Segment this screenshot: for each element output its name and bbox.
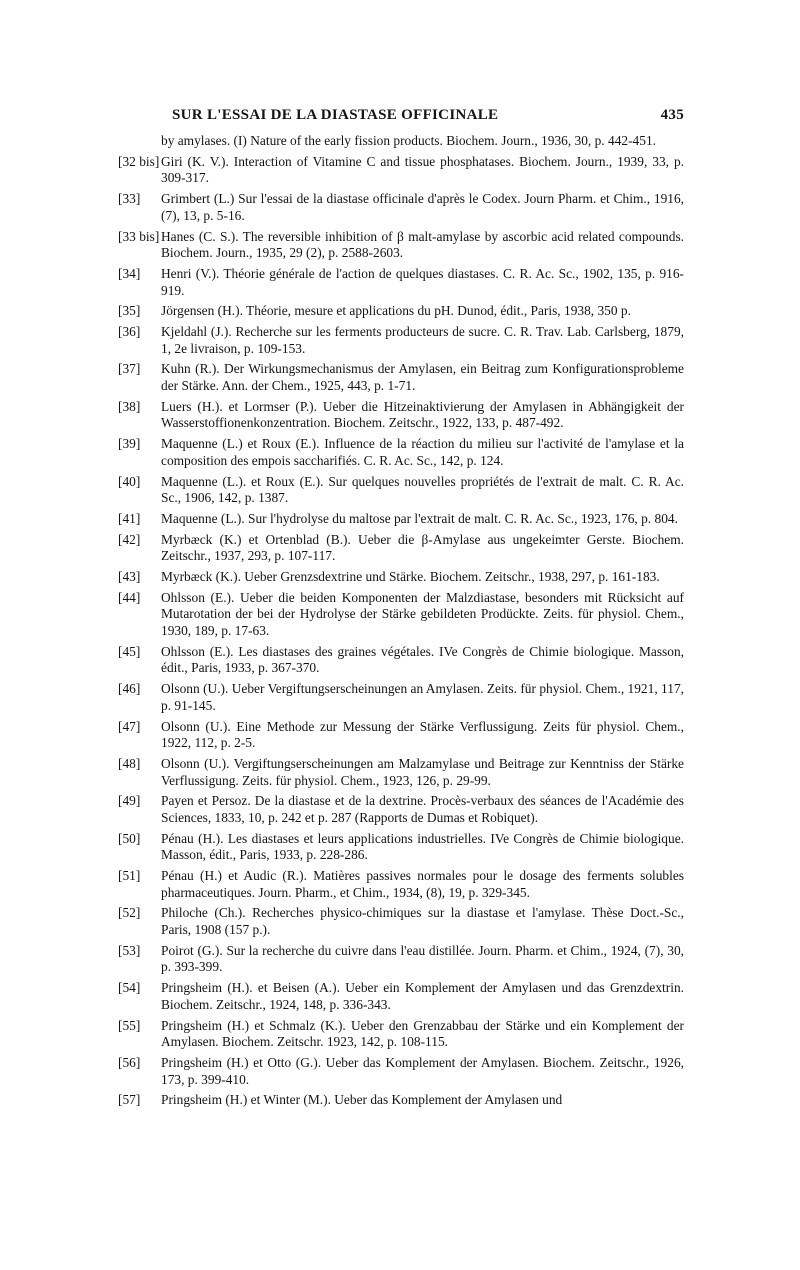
reference-text: Pringsheim (H.) et Otto (G.). Ueber das Komplement der Amylasen. Biochem. Zeitschr., 1926, 173, p. 399-410. xyxy=(161,1054,684,1087)
reference-text: Maquenne (L.). Sur l'hydrolyse du maltose par l'extrait de malt. C. R. Ac. Sc., 1923, 176, p. 804. xyxy=(161,510,678,526)
reference-text: Grimbert (L.) Sur l'essai de la diastase officinale d'après le Codex. Journ Pharm. et Chim., 1916, (7), 13, p. 5-16. xyxy=(161,191,684,223)
reference-entry xyxy=(118,399,684,432)
reference-number: [32 bis] xyxy=(118,153,160,169)
reference-text: Olsonn (U.). Eine Methode zur Messung der Stärke Verflussigung. Zeits für physiol. Chem., 1922, 112, p. 2-5. xyxy=(161,718,684,751)
reference-entry xyxy=(118,191,684,224)
reference-text: by amylases. (I) Nature of the early fission products. Biochem. Journ., 1936, 30, p. 442-451. xyxy=(161,133,656,148)
reference-entry xyxy=(118,793,684,826)
reference-number: [54] xyxy=(118,980,141,996)
reference-entry xyxy=(118,361,684,394)
reference-entry xyxy=(118,1055,684,1088)
reference-entry xyxy=(118,474,684,507)
reference-text: Pénau (H.). Les diastases et leurs applications industrielles. IVe Congrès de Chimie biologique. Masson, édit., Paris, 1933, p. 228-286. xyxy=(161,830,684,863)
reference-entry xyxy=(118,436,684,469)
reference-number: [47] xyxy=(118,718,141,734)
reference-entry xyxy=(118,133,684,150)
reference-entry xyxy=(118,719,684,752)
reference-entry xyxy=(118,1092,684,1109)
reference-number: [53] xyxy=(118,942,141,958)
reference-text: Pringsheim (H.). et Beisen (A.). Ueber ein Komplement der Amylasen und das Grenzdextrin. Biochem. Zeitschr., 1924, 148, p. 336-343. xyxy=(161,980,684,1012)
reference-entry xyxy=(118,943,684,976)
reference-number: [49] xyxy=(118,793,141,809)
reference-entry xyxy=(118,831,684,864)
reference-text: Olsonn (U.). Vergiftungserscheinungen am Malzamylase und Beitrage zur Kenntniss der Stärke Verflussigung. Zeits. für physiol. Chem., 1923, 126, p. 29-99. xyxy=(161,755,684,788)
reference-number: [40] xyxy=(118,473,141,489)
reference-text: Henri (V.). Théorie générale de l'action de quelques diastases. C. R. Ac. Sc., 1902, 135, p. 916-919. xyxy=(161,265,684,298)
reference-number: [35] xyxy=(118,303,141,319)
reference-number: [46] xyxy=(118,681,141,697)
running-title: SUR L'ESSAI DE LA DIASTASE OFFICINALE xyxy=(172,107,499,123)
reference-entry xyxy=(118,532,684,565)
reference-number: [39] xyxy=(118,436,141,452)
reference-text: Kuhn (R.). Der Wirkungsmechanismus der Amylasen, ein Beitrag zum Konfigurationsprobleme der Stärke. Ann. der Chem., 1925, 443, p. 1-71. xyxy=(161,361,684,394)
reference-entry xyxy=(118,905,684,938)
reference-text: Maquenne (L.). et Roux (E.). Sur quelques nouvelles propriétés de l'extrait de malt. C. R. Ac. Sc., 1906, 142, p. 1387. xyxy=(161,473,684,506)
reference-text: Poirot (G.). Sur la recherche du cuivre dans l'eau distillée. Journ. Pharm. et Chim., 1924, (7), 30, p. 393-399. xyxy=(161,942,684,975)
reference-entry xyxy=(118,980,684,1013)
reference-entry xyxy=(118,868,684,901)
reference-number: [33] xyxy=(118,191,141,207)
reference-text: Ohlsson (E.). Les diastases des graines végétales. IVe Congrès de Chimie biologique. Masson, édit., Paris, 1933, p. 367-370. xyxy=(161,643,684,676)
reference-entry xyxy=(118,324,684,357)
reference-text: Ohlsson (E.). Ueber die beiden Komponenten der Malzdiastase, besonders mit Rücksicht auf Mutarotation der bei der Hydrolyse der Stärke gebildeten Prodückte. Zeits. für physiol. Chem., 1930, 189, p. 17-63. xyxy=(161,589,684,639)
reference-number: [36] xyxy=(118,324,141,340)
reference-text: Luers (H.). et Lormser (P.). Ueber die Hitzeinaktivierung der Amylasen in Abhängigkeit der Wasserstoffionenkonzentration. Biochem. Zeitschr., 1922, 133, p. 487-492. xyxy=(161,398,684,431)
reference-text: Maquenne (L.) et Roux (E.). Influence de la réaction du milieu sur l'activité de l'amylase et la composition des empois saccharifiés. C. R. Ac. Sc., 142, p. 124. xyxy=(161,436,684,468)
reference-entry xyxy=(118,756,684,789)
reference-number: [50] xyxy=(118,830,141,846)
running-head xyxy=(118,107,684,124)
reference-text: Kjeldahl (J.). Recherche sur les ferments producteurs de sucre. C. R. Trav. Lab. Carlsberg, 1879, 1, 2e livraison, p. 109-153. xyxy=(161,324,684,356)
reference-number: [56] xyxy=(118,1054,141,1070)
reference-text: Hanes (C. S.). The reversible inhibition of β malt-amylase by ascorbic acid related compounds. Biochem. Journ., 1935, 29 (2), p. 2588-2603. xyxy=(161,228,684,261)
reference-entry xyxy=(118,229,684,262)
reference-number: [45] xyxy=(118,643,141,659)
reference-number: [43] xyxy=(118,569,141,585)
reference-entry xyxy=(118,154,684,187)
reference-number: [51] xyxy=(118,868,141,884)
reference-number: [38] xyxy=(118,398,141,414)
reference-number: [55] xyxy=(118,1017,141,1033)
reference-number: [48] xyxy=(118,755,141,771)
reference-text: Jörgensen (H.). Théorie, mesure et applications du pH. Dunod, édit., Paris, 1938, 350 p. xyxy=(161,303,631,319)
reference-entry xyxy=(118,590,684,640)
reference-entry xyxy=(118,569,684,586)
reference-number: [34] xyxy=(118,265,141,281)
reference-text: Pringsheim (H.) et Winter (M.). Ueber das Komplement der Amylasen und xyxy=(161,1092,563,1108)
reference-entry xyxy=(118,681,684,714)
reference-entry xyxy=(118,644,684,677)
reference-entry xyxy=(118,266,684,299)
reference-text: Myrbæck (K.) et Ortenblad (B.). Ueber die β-Amylase aus ungekeimter Gerste. Biochem. Zeitschr., 1937, 293, p. 107-117. xyxy=(161,531,684,564)
reference-entry xyxy=(118,511,684,528)
reference-number: [42] xyxy=(118,531,141,547)
reference-entry xyxy=(118,303,684,320)
reference-number: [57] xyxy=(118,1092,141,1108)
reference-text: Pénau (H.) et Audic (R.). Matières passives normales pour le dosage des ferments solubles pharmaceutiques. Journ. Pharm., et Chim., 1934, (8), 19, p. 329-345. xyxy=(161,868,684,900)
reference-entry xyxy=(118,1018,684,1051)
reference-list xyxy=(118,133,684,1113)
page-number: 435 xyxy=(660,107,684,123)
reference-text: Giri (K. V.). Interaction of Vitamine C and tissue phosphatases. Biochem. Journ., 1939, 33, p. 309-317. xyxy=(161,153,684,186)
reference-text: Pringsheim (H.) et Schmalz (K.). Ueber den Grenzabbau der Stärke und ein Komplement der Amylasen. Biochem. Zeitschr. 1923, 142, p. 108-115. xyxy=(161,1017,684,1050)
reference-text: Payen et Persoz. De la diastase et de la dextrine. Procès-verbaux des séances de l'Académie des Sciences, 1833, 10, p. 242 et p. 287 (Rapports de Dumas et Robiquet). xyxy=(161,793,684,825)
reference-number: [37] xyxy=(118,361,141,377)
reference-text: Myrbæck (K.). Ueber Grenzsdextrine und Stärke. Biochem. Zeitschr., 1938, 297, p. 161-183. xyxy=(161,569,660,585)
reference-number: [33 bis] xyxy=(118,228,160,244)
reference-number: [44] xyxy=(118,589,141,605)
reference-number: [41] xyxy=(118,510,141,526)
reference-text: Olsonn (U.). Ueber Vergiftungserscheinungen an Amylasen. Zeits. für physiol. Chem., 1921, 117, p. 91-145. xyxy=(161,681,684,713)
reference-number: [52] xyxy=(118,905,141,921)
reference-text: Philoche (Ch.). Recherches physico-chimiques sur la diastase et l'amylase. Thèse Doct.-Sc., Paris, 1908 (157 p.). xyxy=(161,905,684,938)
